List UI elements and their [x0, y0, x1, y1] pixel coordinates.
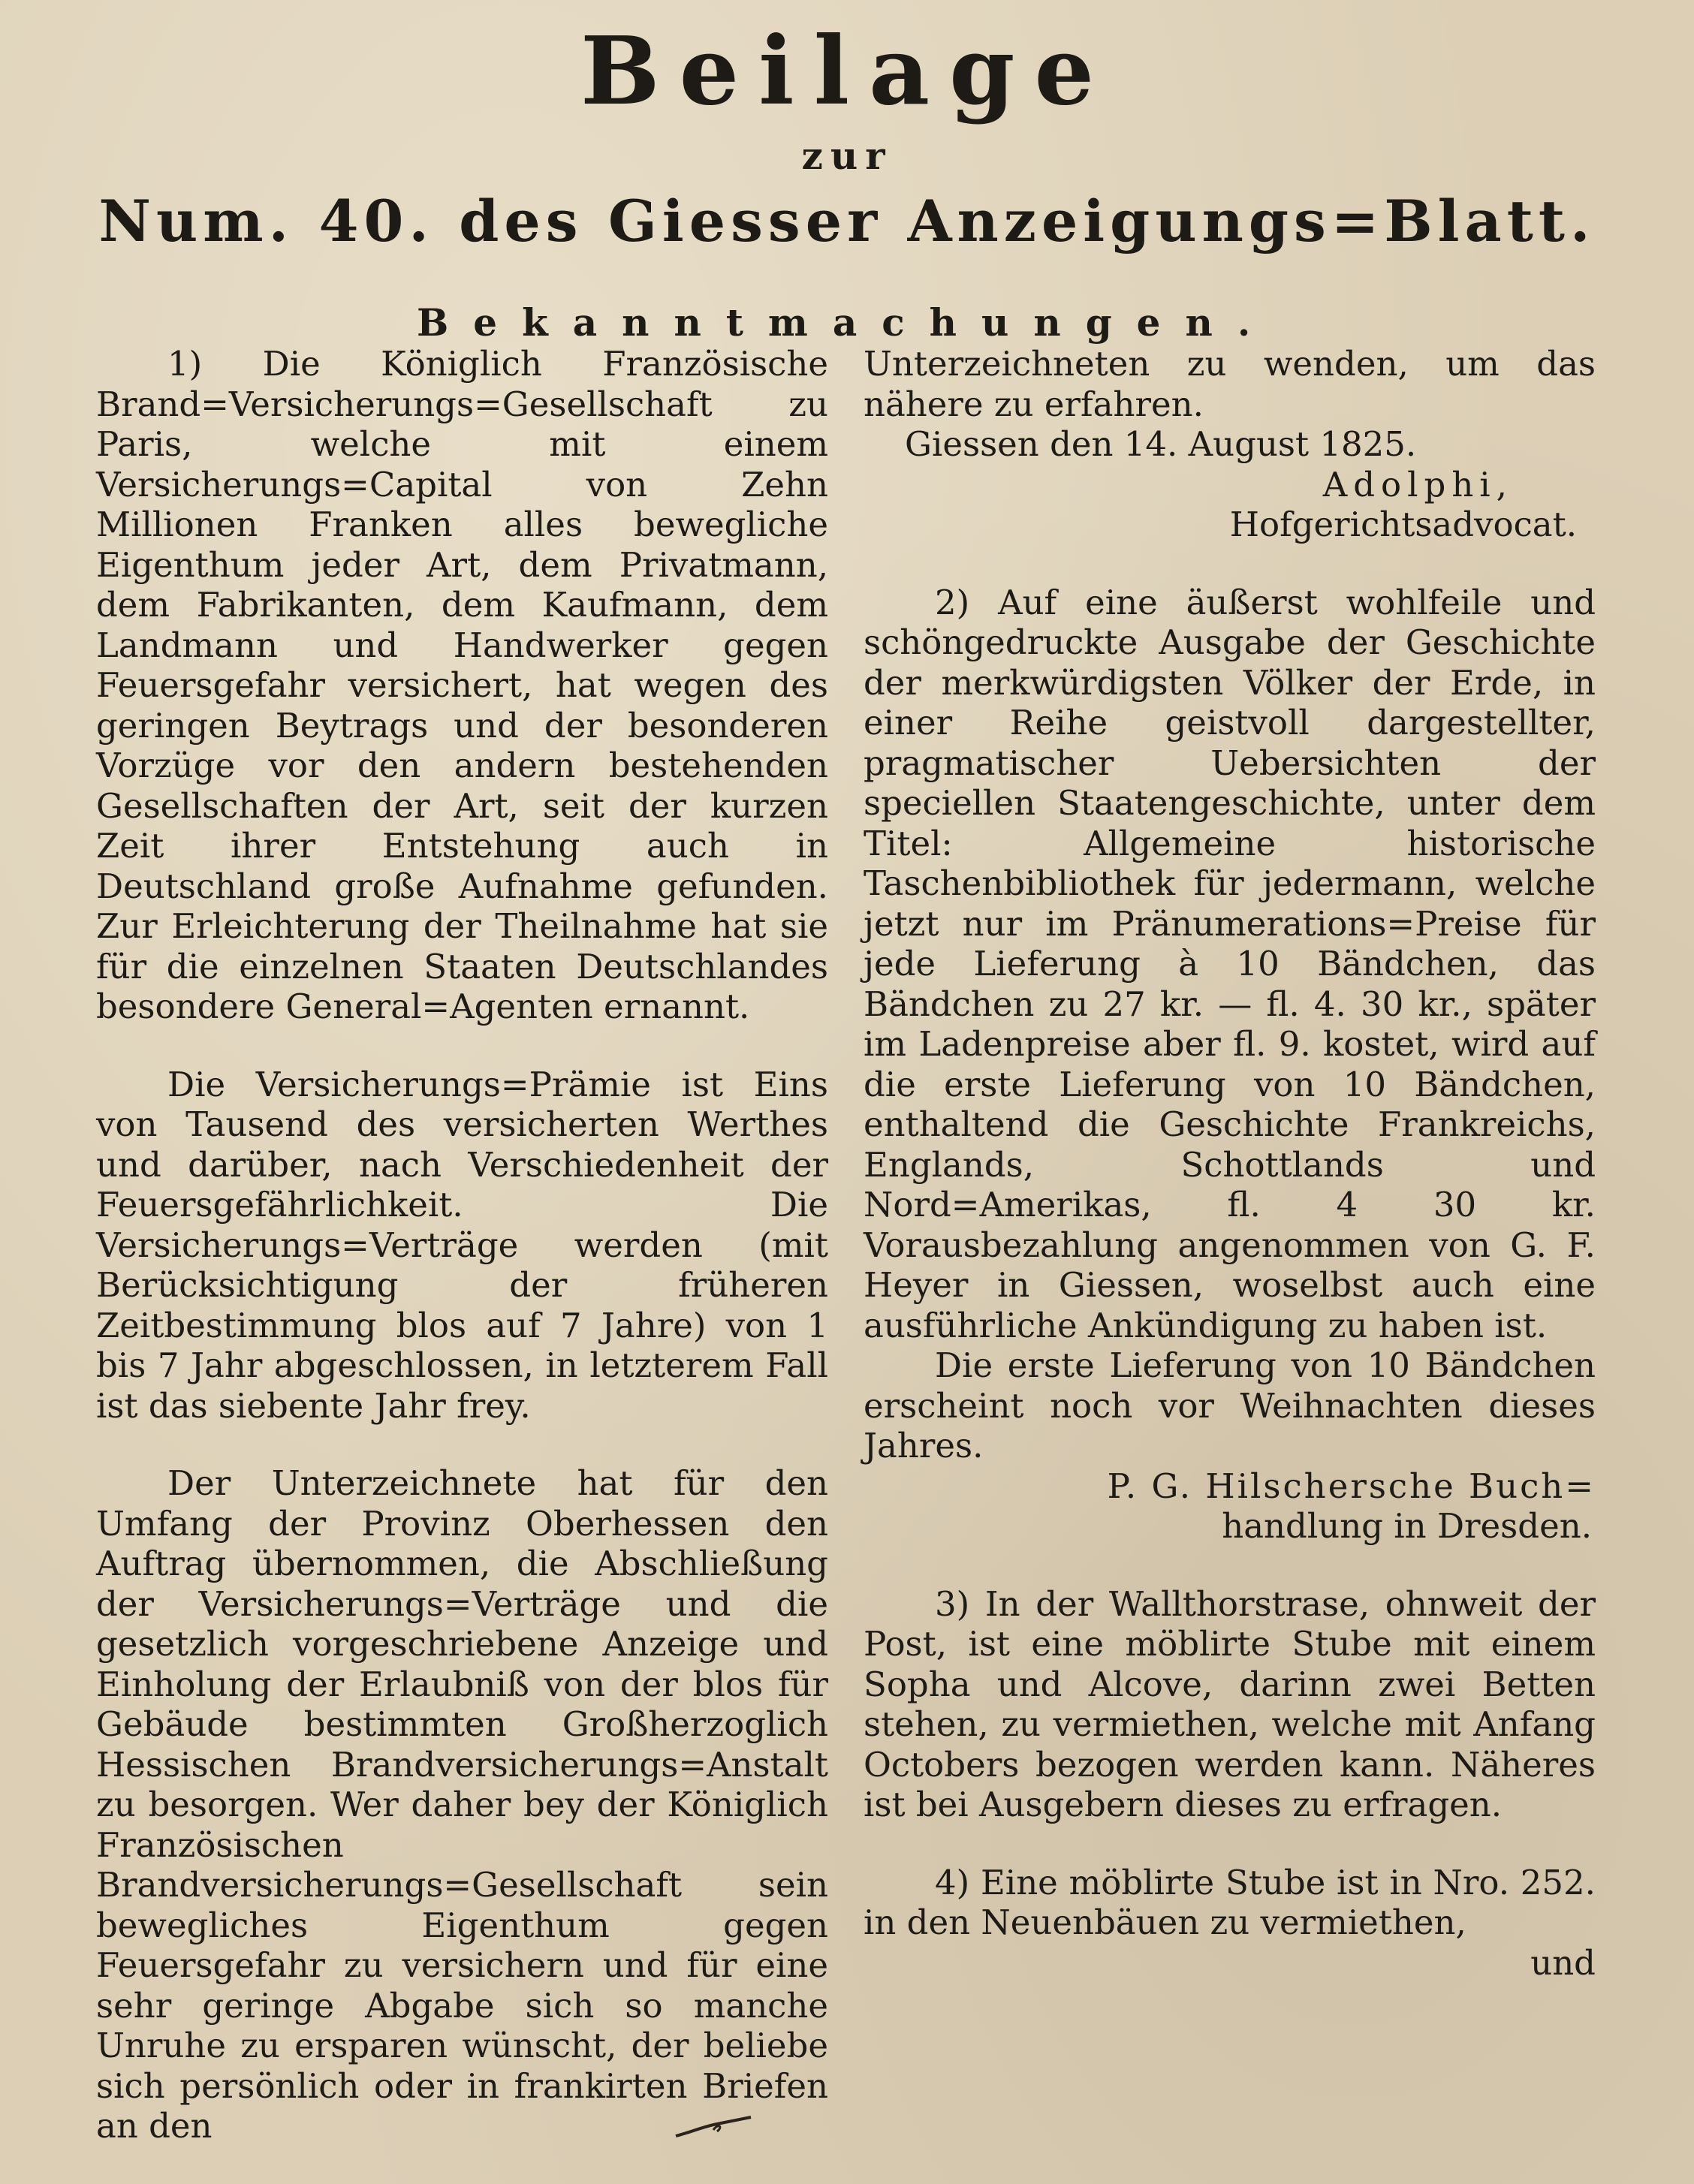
notice-1-paragraph-1: 1) Die Königlich Französische Brand=Versicherungs=Gesellschaft zu Paris, welche mit einem Versicherungs=Capital von Zehn Millionen Franken alles bewegliche Eigenthum jeder Art, dem Privatmann, dem Fabrikanten, dem Kaufmann, dem Landmann und Handwerker gegen Feuersgefahr versichert, hat wegen des geringen Beytrags und der besonderen Vorzüge vor den andern bestehenden Gesellschaften der Art, seit der kurzen Zeit ihrer Entstehung auch in Deutschland große Aufnahme gefunden. Zur Erleichterung der Theilnahme hat sie für die einzelnen Staaten Deutschlandes besondere General=Agenten ernannt.	[96, 344, 828, 1026]
notice-1-signature-title: Hofgerichtsadvocat.	[1229, 505, 1577, 544]
masthead-subtitle: zur	[801, 134, 893, 178]
notice-1-continuation: Unterzeichneten zu wenden, um das nähere zu erfahren.	[864, 344, 1596, 424]
masthead-title: Beilage	[580, 17, 1114, 126]
left-column	[96, 344, 828, 2146]
notice-1-dateline: Giessen den 14. August 1825.	[905, 424, 1417, 464]
notice-1-paragraph-2: Die Versicherungs=Prämie ist Eins von Tausend des versicherten Werthes und darüber, nach Verschiedenheit der Feuersgefährlichkeit. Die Versicherungs=Verträge werden (mit Berücksichtigung der früheren Zeitbestimmung blos auf 7 Jahre) von 1 bis 7 Jahr abgeschlossen, in letzterem Fall ist das siebente Jahr frey.	[96, 1064, 828, 1426]
catchword: und	[1530, 1942, 1596, 1983]
ornament-flourish-icon	[672, 2113, 755, 2143]
notice-1-signature-name: Adolphi,	[1322, 464, 1513, 505]
notice-2-paragraph-2: Die erste Lieferung von 10 Bändchen erscheint noch vor Weihnachten dieses Jahres.	[864, 1345, 1596, 1466]
notice-2-signature-name: P. G. Hilschersche Buch=	[1107, 1466, 1596, 1506]
notice-2-paragraph-1: 2) Auf eine äußerst wohlfeile und schöngedruckte Ausgabe der Geschichte der merkwürdigsten Völker der Erde, in einer Reihe geistvoll dargestellter, pragmatischer Uebersichten der speciellen Staatengeschichte, unter dem Titel: Allgemeine historische Taschenbibliothek für jedermann, welche jetzt nur im Pränumerations=Preise für jede Lieferung à 10 Bändchen, das Bändchen zu 27 kr. — fl. 4. 30 kr., später im Ladenpreise aber fl. 9. kostet, wird auf die erste Lieferung von 10 Bändchen, enthaltend die Geschichte Frankreichs, Englands, Schottlands und Nord=Amerikas, fl. 4 30 kr. Vorausbezahlung angenommen von G. F. Heyer in Giessen, woselbst auch eine ausführliche Ankündigung zu haben ist.	[864, 582, 1596, 1345]
notice-1-paragraph-3: Der Unterzeichnete hat für den Umfang der Provinz Oberhessen den Auftrag übernommen, die Abschließung der Versicherungs=Verträge und die gesetzlich vorgeschriebene Anzeige und Einholung der Erlaubniß von der blos für Gebäude bestimmten Großherzoglich Hessischen Brandversicherungs=Anstalt zu besorgen. Wer daher bey der Königlich Französischen Brandversicherungs=Gesellschaft sein bewegliches Eigenthum gegen Feuersgefahr zu versichern und für eine sehr geringe Abgabe sich so manche Unruhe zu ersparen wünscht, der beliebe sich persönlich oder in frankirten Briefen an den	[96, 1463, 828, 2146]
notice-4-paragraph: 4) Eine möblirte Stube ist in Nro. 252. in den Neuenbäuen zu vermiethen,	[864, 1862, 1596, 1942]
masthead-issue: Num. 40. des Giesser Anzeigungs=Blatt.	[98, 188, 1596, 255]
notice-2-signature-title: handlung in Dresden.	[1222, 1506, 1592, 1546]
section-heading: Bekanntmachungen.	[417, 300, 1276, 345]
right-column	[864, 344, 1596, 1983]
notice-3-paragraph: 3) In der Wallthorstrase, ohnweit der Post, ist eine möblirte Stube mit einem Sopha und Alcove, darinn zwei Betten stehen, zu vermiethen, welche mit Anfang Octobers bezogen werden kann. Näheres ist bei Ausgebern dieses zu erfragen.	[864, 1583, 1596, 1824]
